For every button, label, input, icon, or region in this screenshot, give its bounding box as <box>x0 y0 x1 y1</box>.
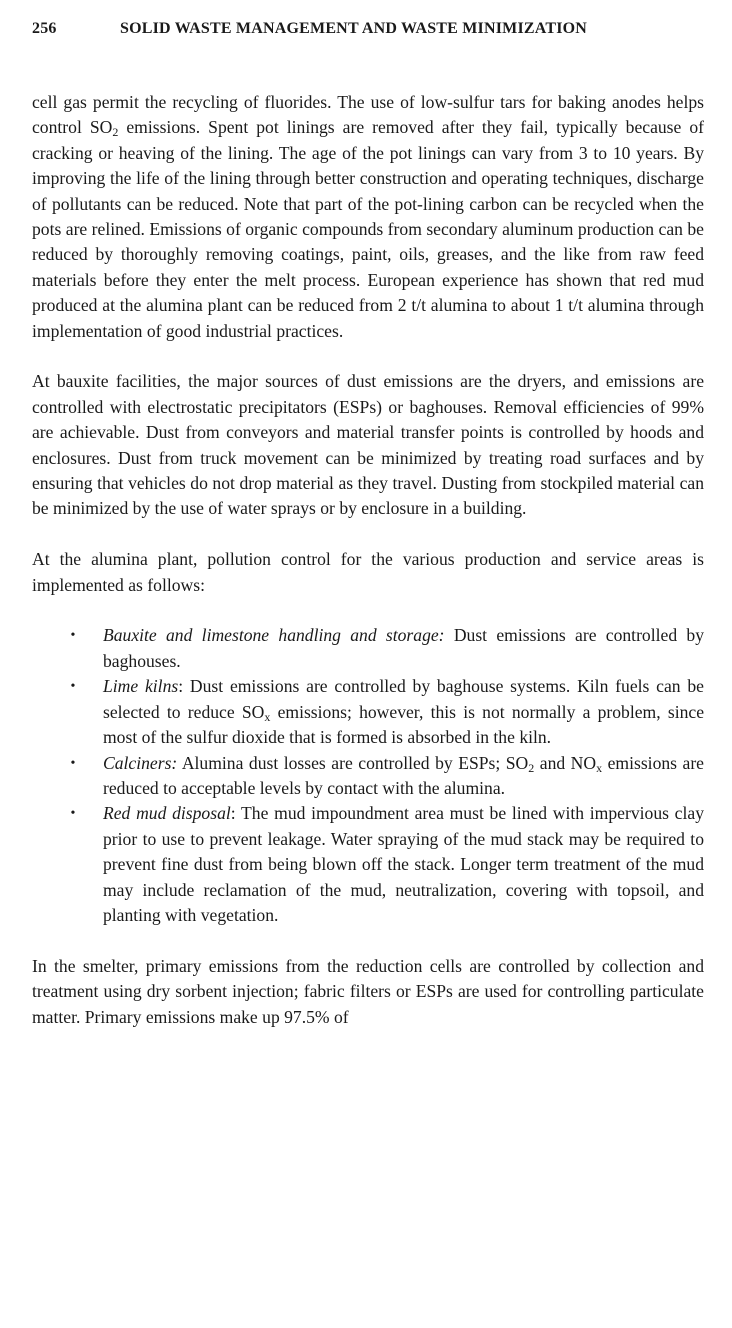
list-item <box>32 623 704 674</box>
paragraph-alumina-plant: At the alumina plant, pollution control for the various production and service areas is implemented as follows: <box>32 549 704 595</box>
list-item <box>32 751 704 802</box>
item-label: Lime kilns <box>103 676 179 697</box>
page-number: 256 <box>32 20 57 37</box>
paragraph-bauxite-facilities: At bauxite facilities, the major sources of dust emissions are the dryers, and emissions are controlled with electrostatic precipitators (ESPs) or baghouses. Removal efficiencies of 99% are achievable. Dust from conveyors and material transfer points is controlled by hoods and enclosures. Dust from truck movement can be minimized by treating road surfaces and by ensuring that vehicles do not drop material as they travel. Dusting from stockpiled material can be minimized by the use of water sprays or by enclosure in a building. <box>32 371 704 519</box>
bullet-marker: • <box>70 628 76 644</box>
list-item <box>32 674 704 750</box>
running-header <box>32 20 704 48</box>
text-run: cell gas permit the recycling of fluorides. The use of low-sulfur tars for baking anodes helps control SO <box>32 92 704 138</box>
list-item <box>32 801 704 928</box>
item-text: Alumina dust losses are controlled by ESPs; SO <box>177 752 529 773</box>
item-text: emissions are reduced to acceptable levels by contact with the alumina. <box>103 752 704 798</box>
subscript: 2 <box>112 125 119 140</box>
paragraph-pot-linings <box>32 90 704 344</box>
body-text <box>32 90 704 1030</box>
book-page <box>32 20 704 1030</box>
item-text: and NO <box>534 752 597 773</box>
item-text: emissions; however, this is not normally a problem, since most of the sulfur dioxide that is formed is absorbed in the kiln. <box>103 701 704 748</box>
bullet-marker: • <box>70 806 76 822</box>
subscript: x <box>596 760 603 775</box>
text-run: emissions. Spent pot linings are removed after they fail, typically because of cracking or heaving of the lining. The age of the pot linings can vary from 3 to 10 years. By improving the life of the lining through better construction and operating techniques, discharge of pollutants can be reduced. Note that part of the pot-lining carbon can be recycled when the pots are relined. Emissions of organic compounds from secondary aluminum production can be reduced by thoroughly removing coatings, paint, oils, greases, and the like from raw feed materials before they enter the melt process. European experience has shown that red mud produced at the alumina plant can be reduced from 2 t/t alumina to about 1 t/t alumina through implementation of good industrial practices. <box>32 117 704 341</box>
item-label: Calciners: <box>103 752 178 773</box>
item-text: : Dust emissions are controlled by baghouse systems. Kiln fuels can be selected to reduce SO <box>103 676 704 722</box>
item-text: : The mud impoundment area must be lined with impervious clay prior to use to prevent leakage. Water spraying of the mud stack may be required to prevent fine dust from being blown off the stack. Longer term treatment of the mud may include reclamation of the mud, neutralization, covering with topsoil, and planting with vegetation. <box>103 803 704 925</box>
subscript: x <box>264 709 271 724</box>
bullet-marker: • <box>70 755 76 771</box>
item-label: Bauxite and limestone handling and storage: <box>103 625 445 646</box>
item-label: Red mud disposal <box>103 803 231 824</box>
running-title: SOLID WASTE MANAGEMENT AND WASTE MINIMIZATION <box>120 20 588 37</box>
bullet-marker: • <box>70 679 76 695</box>
control-measures-list <box>32 623 704 928</box>
item-text: Dust emissions are controlled by baghouses. <box>103 625 704 671</box>
subscript: 2 <box>528 760 535 775</box>
paragraph-smelter: In the smelter, primary emissions from the reduction cells are controlled by collection and treatment using dry sorbent injection; fabric filters or ESPs are used for controlling particulate matter. Primary emissions make up 97.5% of <box>32 955 704 1027</box>
